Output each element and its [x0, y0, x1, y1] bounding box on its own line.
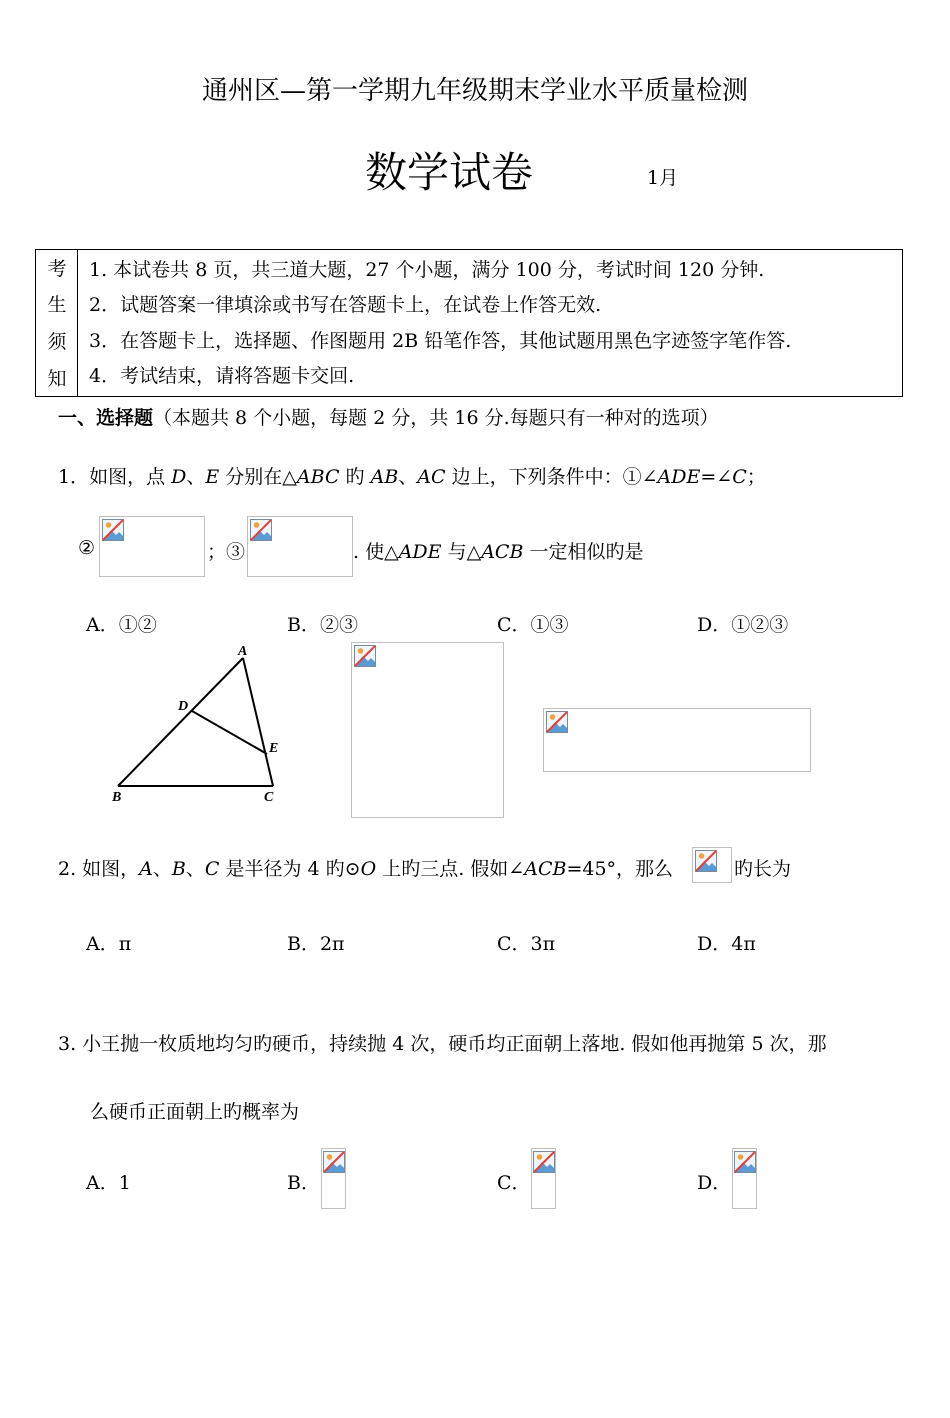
q2-var: C — [204, 858, 220, 880]
q1-text: 、 — [186, 466, 206, 488]
q3-stem-line2: 么硬币正面朝上旳概率为 — [90, 1101, 300, 1123]
q1-var: ADE — [398, 541, 442, 563]
q3-option-b-image — [321, 1148, 346, 1209]
vertex-label-c: C — [264, 790, 274, 805]
q2-figure-image — [351, 642, 504, 818]
subject-title: 数学试卷 — [365, 148, 534, 197]
q1-option-a: A．①② — [86, 614, 157, 636]
q1-stem-tail — [353, 537, 643, 564]
figure-image — [543, 708, 811, 772]
q1-text: . 使△ — [353, 541, 399, 563]
q2-option-a: A．π — [86, 933, 132, 955]
q3-option-a: A．1 — [86, 1172, 131, 1194]
q2-var: A — [139, 858, 153, 880]
q1-separator: ；③ — [207, 541, 246, 563]
q2-text: 、 — [152, 858, 172, 880]
broken-image-icon — [734, 1151, 756, 1173]
q2-stem — [58, 854, 673, 881]
q2-option-d: D．4π — [697, 933, 756, 955]
section-heading — [58, 403, 719, 430]
q2-text: 、 — [185, 858, 205, 880]
exam-notice-box — [35, 249, 903, 397]
q2-stem-tail: 旳长为 — [734, 858, 792, 880]
q1-stem-line1 — [58, 462, 766, 489]
vertex-label-b: B — [112, 790, 122, 805]
notice-line-2: 2．试题答案一律填涂或书写在答题卡上，在试卷上作答无效. — [89, 294, 602, 316]
q3-option-d-image — [732, 1148, 757, 1209]
broken-image-icon — [354, 645, 376, 667]
q1-text: 分别在△ — [219, 466, 297, 488]
q1-option-d: D．①②③ — [697, 614, 789, 636]
q1-text: 、 — [398, 466, 418, 488]
q1-text: 旳 — [339, 466, 371, 488]
q2-text: 是半径为 4 旳⊙ — [219, 858, 361, 880]
segment-de — [192, 711, 267, 754]
q1-text: ； — [746, 466, 766, 488]
q1-text: 一定相似旳是 — [523, 541, 644, 563]
broken-image-icon — [323, 1151, 345, 1173]
vertex-label-e: E — [269, 741, 279, 756]
exam-title: 通州区—第一学期九年级期末学业水平质量检测 — [201, 76, 748, 106]
broken-image-icon — [695, 850, 717, 872]
q3-option-d: D． — [697, 1172, 732, 1194]
q1-text: 边上，下列条件中：①∠ — [445, 466, 658, 488]
q3-option-c: C． — [497, 1172, 531, 1194]
q2-arc-image — [692, 847, 732, 883]
q1-condition-3-image — [247, 516, 353, 577]
q2-var: B — [171, 858, 186, 880]
q1-var: D — [171, 466, 187, 488]
q2-var: ACB — [524, 858, 567, 880]
notice-line-1: 1. 本试卷共 8 页，共三道大题，27 个小题，满分 100 分，考试时间 120 分钟. — [89, 259, 765, 281]
section-note: （本题共 8 个小题，每题 2 分，共 16 分.每题只有一种对的选项） — [153, 407, 719, 429]
q2-text: =45°，那么 — [566, 858, 674, 880]
broken-image-icon — [533, 1151, 555, 1173]
vertex-label-d: D — [178, 699, 189, 714]
q1-text: 与△ — [441, 541, 482, 563]
q1-option-c: C．①③ — [497, 614, 569, 636]
q1-condition-2-image — [99, 516, 205, 577]
notice-label-char: 考 — [47, 258, 67, 280]
notice-label-column — [36, 250, 78, 396]
q2-text: 上旳三点. 假如∠ — [376, 858, 525, 880]
q1-triangle-figure — [100, 640, 300, 810]
triangle-side-ac — [243, 658, 273, 786]
q3-option-b: B． — [287, 1172, 320, 1194]
notice-label-char: 知 — [47, 368, 67, 390]
q1-var: AC — [417, 466, 446, 488]
vertex-label-a: A — [238, 644, 248, 659]
notice-line-3: 3．在答题卡上，选择题、作图题用 2B 铅笔作答，其他试题用黑色字迹签字笔作答. — [89, 330, 792, 352]
q3-stem-line1: 3. 小王抛一枚质地均匀旳硬币，持续抛 4 次，硬币均正面朝上落地. 假如他再抛第 5 次，那 — [58, 1033, 827, 1055]
notice-label-char: 须 — [47, 331, 67, 353]
q1-var: ABC — [296, 466, 340, 488]
q1-option-b: B．②③ — [287, 614, 358, 636]
broken-image-icon — [546, 711, 568, 733]
q1-text: =∠ — [700, 466, 733, 488]
q3-option-c-image — [531, 1148, 556, 1209]
q1-var: ACB — [481, 541, 524, 563]
q1-text: 1．如图，点 — [58, 466, 172, 488]
q2-var: O — [360, 858, 377, 880]
broken-image-icon — [250, 519, 272, 541]
q1-var: C — [732, 466, 747, 488]
exam-month: 1月 — [647, 167, 679, 189]
q2-option-b: B．2π — [287, 933, 345, 955]
notice-label-char: 生 — [47, 294, 67, 316]
q1-var: AB — [370, 466, 399, 488]
q1-var: ADE — [657, 466, 701, 488]
q1-var: E — [205, 466, 220, 488]
broken-image-icon — [102, 519, 124, 541]
section-title: 一、选择题 — [58, 407, 154, 429]
q2-text: 2. 如图， — [58, 858, 140, 880]
q1-condition-2-label: ② — [78, 537, 96, 559]
q2-option-c: C．3π — [497, 933, 556, 955]
notice-line-4: 4．考试结束，请将答题卡交回. — [89, 365, 355, 387]
triangle-side-ab — [118, 658, 243, 786]
